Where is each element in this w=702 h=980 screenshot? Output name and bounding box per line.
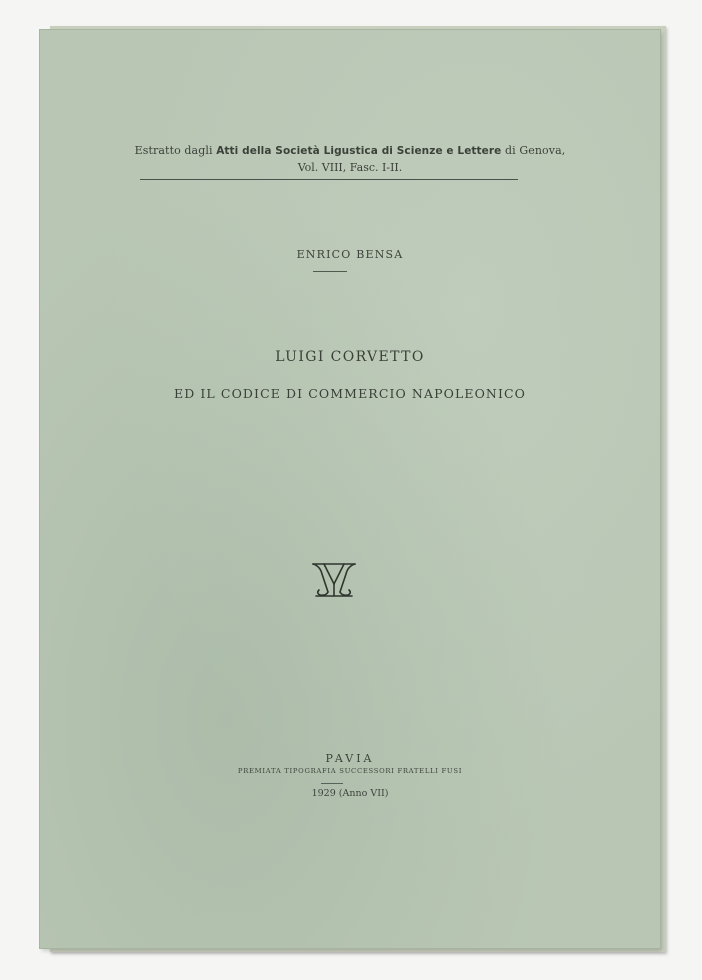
- printer-mark-icon: [310, 560, 358, 598]
- title-line-1: LUIGI CORVETTO: [275, 349, 425, 365]
- imprint-divider: [321, 783, 343, 784]
- imprint-year: 1929 (Anno VII): [311, 788, 389, 799]
- offprint-source-line: [40, 144, 660, 157]
- author-name: ENRICO BENSA: [296, 248, 404, 261]
- author-divider: [313, 271, 347, 272]
- pamphlet-cover: [40, 30, 660, 948]
- title-line-2: ED IL CODICE DI COMMERCIO NAPOLEONICO: [173, 386, 527, 401]
- header-divider: [140, 179, 518, 180]
- volume-line: Vol. VIII, Fasc. I-II.: [297, 161, 403, 174]
- header-suffix: di Genova,: [505, 144, 566, 157]
- imprint-printer: PREMIATA TIPOGRAFIA SUCCESSORI FRATELLI FUSI: [237, 767, 463, 775]
- imprint-place: PAVIA: [325, 752, 375, 765]
- header-prefix: Estratto dagli: [134, 144, 213, 157]
- society-name: Atti della Società Ligustica di Scienze e Lettere: [216, 145, 502, 157]
